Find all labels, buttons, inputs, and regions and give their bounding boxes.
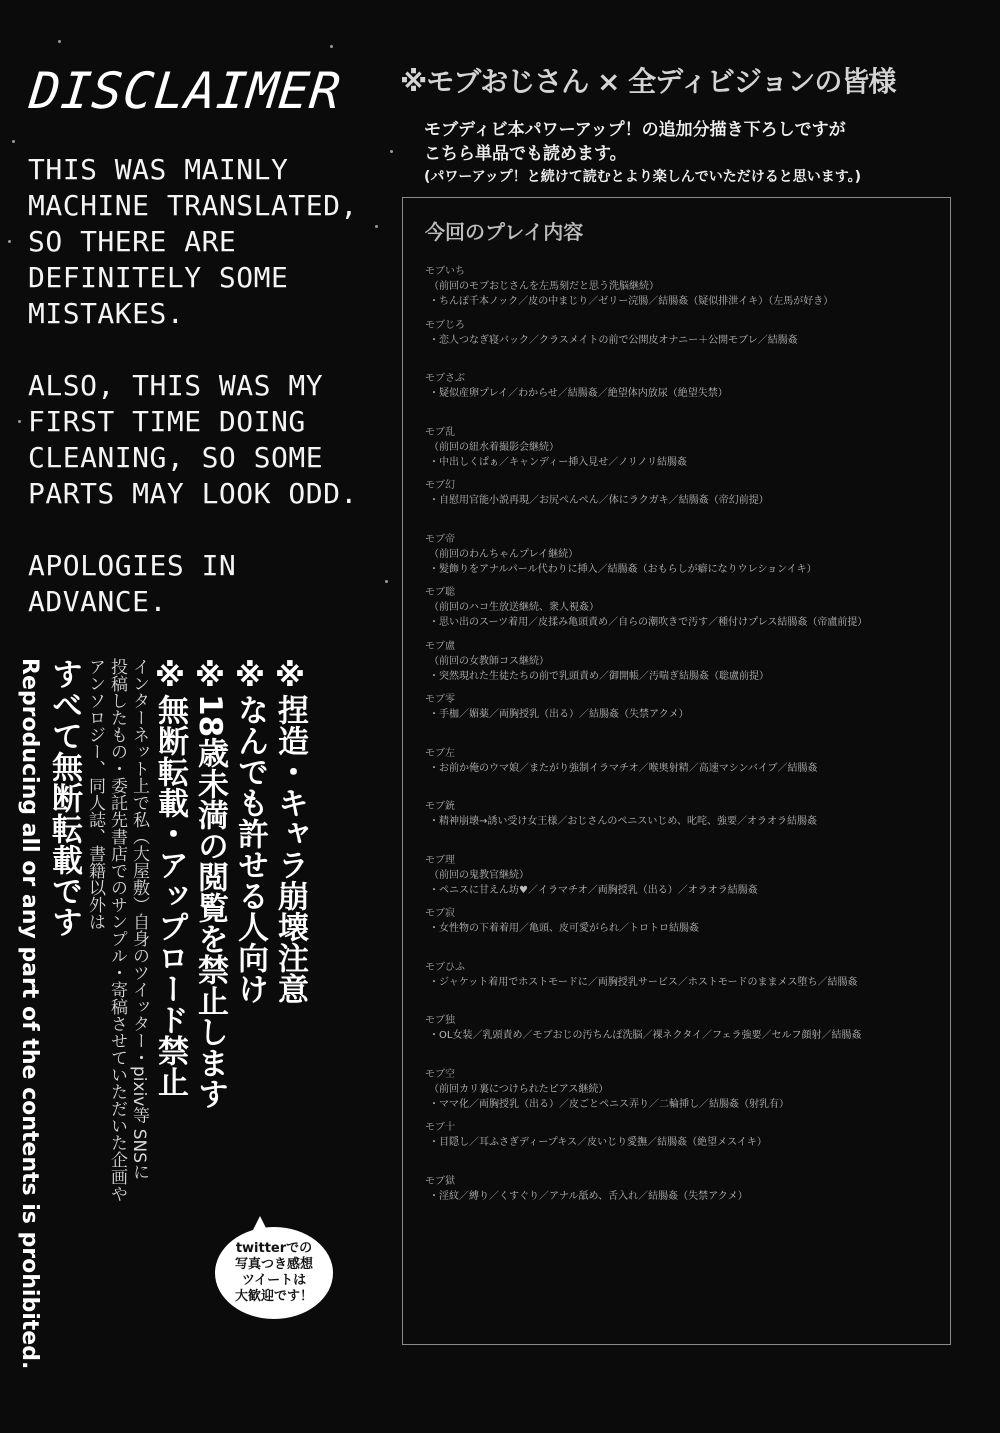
list-item bbox=[425, 532, 945, 586]
entry-name: モブ寂 bbox=[425, 908, 455, 919]
entry-name: モブ盧 bbox=[425, 640, 455, 652]
text-line: MACHINE TRANSLATED, bbox=[28, 189, 358, 222]
text-line: FIRST TIME DOING bbox=[28, 405, 306, 438]
entry-name: モブ十 bbox=[425, 1122, 455, 1133]
entry-detail: ・疑似産卵プレイ／わからせ／結腸姦／絶望体内放尿（絶望失禁） bbox=[429, 388, 728, 399]
list-item bbox=[425, 1120, 945, 1174]
list-item bbox=[425, 478, 945, 532]
warning-fabrication: ※捏造・キャラ崩壊注意 bbox=[272, 658, 308, 1004]
intro-line-2: こちら単品でも読めます。 bbox=[424, 144, 627, 164]
list-item bbox=[425, 264, 945, 318]
entry-detail: （前回カリ裏につけられたピアス継続） bbox=[429, 1083, 609, 1095]
play-content-list bbox=[425, 264, 945, 1227]
entry-name: モブ乱 bbox=[425, 426, 455, 438]
star-speck bbox=[18, 420, 21, 423]
star-speck bbox=[390, 150, 393, 153]
text-line: APOLOGIES IN bbox=[28, 549, 237, 582]
entry-name: モブいち bbox=[425, 266, 465, 277]
intro-line-1: モブディビ本パワーアップ！の追加分描き下ろしですが bbox=[424, 120, 846, 140]
entry-name: モブ銃 bbox=[425, 801, 455, 812]
entry-name: モブさぶ bbox=[425, 373, 465, 384]
disclaimer-title: DISCLAIMER bbox=[26, 62, 345, 120]
text-line: THIS WAS MAINLY bbox=[28, 153, 289, 186]
twitter-feedback-bubble bbox=[215, 1227, 333, 1319]
entry-detail: ・目隠し／耳ふさぎディープキス／皮いじり愛撫／結腸姦（絶望メスイキ） bbox=[429, 1137, 767, 1148]
text-line: PARTS MAY LOOK ODD. bbox=[28, 477, 358, 510]
warning-columns bbox=[17, 658, 313, 1370]
bubble-line: twitterでの bbox=[235, 1241, 313, 1256]
entry-detail: （前回のモブおじさんを左馬刻だと思う洗脳継続） bbox=[429, 281, 659, 292]
warning-age: ※18歳未満の閲覧を禁止します bbox=[192, 658, 228, 1110]
list-item bbox=[425, 371, 945, 425]
list-item bbox=[425, 960, 945, 1014]
entry-detail: ・突然現れた生徒たちの前で乳頭責め／御開帳／汚喘ぎ結腸姦（聡盧前提） bbox=[429, 670, 769, 682]
entry-name: モブ獄 bbox=[425, 1175, 455, 1187]
disclaimer-paragraph-2 bbox=[28, 368, 388, 512]
bubble-line: 写真つき感想 bbox=[234, 1257, 313, 1272]
entry-name: モブ理 bbox=[425, 854, 455, 866]
entry-detail: ・ママ化／両胸授乳（出る）／皮ごとペニス弄り／二輪挿し／結腸姦（射乳有） bbox=[429, 1098, 789, 1110]
list-item bbox=[425, 318, 945, 372]
bubble-line: 大歓迎です！ bbox=[234, 1289, 313, 1304]
list-item bbox=[425, 799, 945, 853]
page-title: ※モブおじさん × 全ディビジョンの皆様 bbox=[400, 65, 896, 98]
entry-detail: ・自慰用官能小説再現／お尻ぺんぺん／体にラクガキ／結腸姦（帝幻前提） bbox=[429, 495, 769, 506]
text-line: ALSO, THIS WAS MY bbox=[28, 369, 324, 402]
entry-name: モブ独 bbox=[425, 1015, 455, 1026]
warning-all-unauthorized: すべて無断転載です bbox=[46, 658, 82, 937]
warning-detail-1: インターネット上で私（大屋敷）自身のツイッター・pixiv等 SNSに bbox=[129, 658, 149, 1181]
list-item bbox=[425, 585, 945, 639]
star-speck bbox=[330, 45, 333, 48]
text-line: ADVANCE. bbox=[28, 585, 167, 618]
entry-name: モブじろ bbox=[425, 319, 465, 331]
bubble-line: ツイートは bbox=[241, 1273, 307, 1288]
entry-name: モブ聡 bbox=[425, 587, 455, 598]
entry-detail: ・ちんぽ千本ノック／皮の中まじり／ゼリー浣腸／結腸姦（疑似排泄イキ）（左馬が好き） bbox=[429, 296, 834, 307]
intro-line-3: (パワーアップ！と続けて読むとより楽しんでいただけると思います。) bbox=[424, 169, 861, 185]
warning-tolerance: ※なんでも許せる人向け bbox=[232, 658, 268, 1004]
entry-detail: （前回の鬼教官継続） bbox=[429, 869, 529, 881]
entry-detail: ・手枷／媚薬／両胸授乳（出る）／結腸姦（失禁アクメ） bbox=[429, 709, 689, 720]
text-line: CLEANING, SO SOME bbox=[28, 441, 324, 474]
entry-detail: ・恋人つなぎ寝バック／クラスメイトの前で公開皮オナニー＋公開モブレ／結腸姦 bbox=[429, 334, 798, 346]
warning-english: Reproducing all or any part of the contents is prohibited. bbox=[17, 658, 42, 1370]
warning-detail-3: アンソロジー、同人誌、書籍以外は bbox=[85, 658, 105, 930]
entry-detail: ・思い出のスーツ着用／皮揉み亀頭責め／自らの潮吹きで汚す／種付けプレス結腸姦（帝盧前提） bbox=[429, 617, 868, 628]
list-item bbox=[425, 1067, 945, 1121]
entry-name: モブ空 bbox=[425, 1068, 455, 1080]
list-item bbox=[425, 1174, 945, 1228]
star-speck bbox=[12, 140, 15, 143]
star-speck bbox=[8, 240, 11, 243]
list-item bbox=[425, 692, 945, 746]
warning-detail-2: 投稿したもの・委託先書店でのサンプル・寄稿させていただいた企画や bbox=[107, 658, 127, 1202]
list-item bbox=[425, 1013, 945, 1067]
list-item bbox=[425, 906, 945, 960]
entry-detail: ・お前か俺のウマ娘／またがり強制イラマチオ／喉奥射精／高速マシンバイブ／結腸姦 bbox=[429, 762, 818, 774]
entry-detail: ・淫紋／縛り／くすぐり／アナル舐め、舌入れ／結腸姦（失禁アクメ） bbox=[429, 1190, 748, 1202]
entry-detail: ・精神崩壊→誘い受け女王様／おじさんのペニスいじめ、叱咤、強要／オラオラ結腸姦 bbox=[429, 816, 817, 827]
entry-detail: ・ペニスに甘えん坊♥／イラマチオ／両胸授乳（出る）／オラオラ結腸姦 bbox=[429, 884, 758, 896]
list-item bbox=[425, 853, 945, 907]
entry-name: モブひふ bbox=[425, 961, 465, 973]
list-item bbox=[425, 746, 945, 800]
intro-text bbox=[424, 118, 984, 188]
disclaimer-paragraph-3 bbox=[28, 548, 388, 620]
list-item bbox=[425, 425, 945, 479]
entry-name: モブ帝 bbox=[425, 533, 455, 545]
entry-name: モブ幻 bbox=[425, 480, 455, 491]
disclaimer-paragraph-1 bbox=[28, 152, 388, 332]
star-speck bbox=[58, 40, 61, 43]
entry-detail: ・中出しくぱぁ／キャンディー挿入見せ／ノリノリ結腸姦 bbox=[429, 456, 687, 468]
play-content-box bbox=[402, 197, 951, 1345]
text-line: DEFINITELY SOME bbox=[28, 261, 289, 294]
entry-name: モブ零 bbox=[425, 694, 455, 705]
entry-detail: ・髪飾りをアナルパール代わりに挿入／結腸姦（おもらしが癖になりウレションイキ） bbox=[429, 563, 817, 575]
entry-detail: ・OL女装／乳頭責め／モブおじの汚ちんぽ洗脳／裸ネクタイ／フェラ強要／セルフ顔射／結腸姦 bbox=[429, 1030, 862, 1041]
entry-detail: （前回の女教師コス継続） bbox=[429, 655, 549, 667]
entry-detail: （前回のわんちゃんプレイ継続） bbox=[429, 548, 579, 560]
warning-no-repost: ※無断転載・アップロード禁止 bbox=[152, 658, 188, 1097]
entry-detail: ・女性物の下着着用／亀頭、皮可愛がられ／トロトロ結腸姦 bbox=[429, 923, 699, 934]
entry-detail: （前回のハコ生放送継続、衆人視姦） bbox=[429, 602, 599, 613]
text-line: MISTAKES. bbox=[28, 297, 185, 330]
play-content-heading: 今回のプレイ内容 bbox=[425, 220, 584, 244]
text-line: SO THERE ARE bbox=[28, 225, 237, 258]
list-item bbox=[425, 639, 945, 693]
entry-detail: ・ジャケット着用でホストモードに／両胸授乳サービス／ホストモードのままメス堕ち／結腸姦 bbox=[429, 976, 858, 988]
entry-detail: （前回の紐水着撮影会継続） bbox=[429, 441, 559, 453]
entry-name: モブ左 bbox=[425, 747, 455, 759]
